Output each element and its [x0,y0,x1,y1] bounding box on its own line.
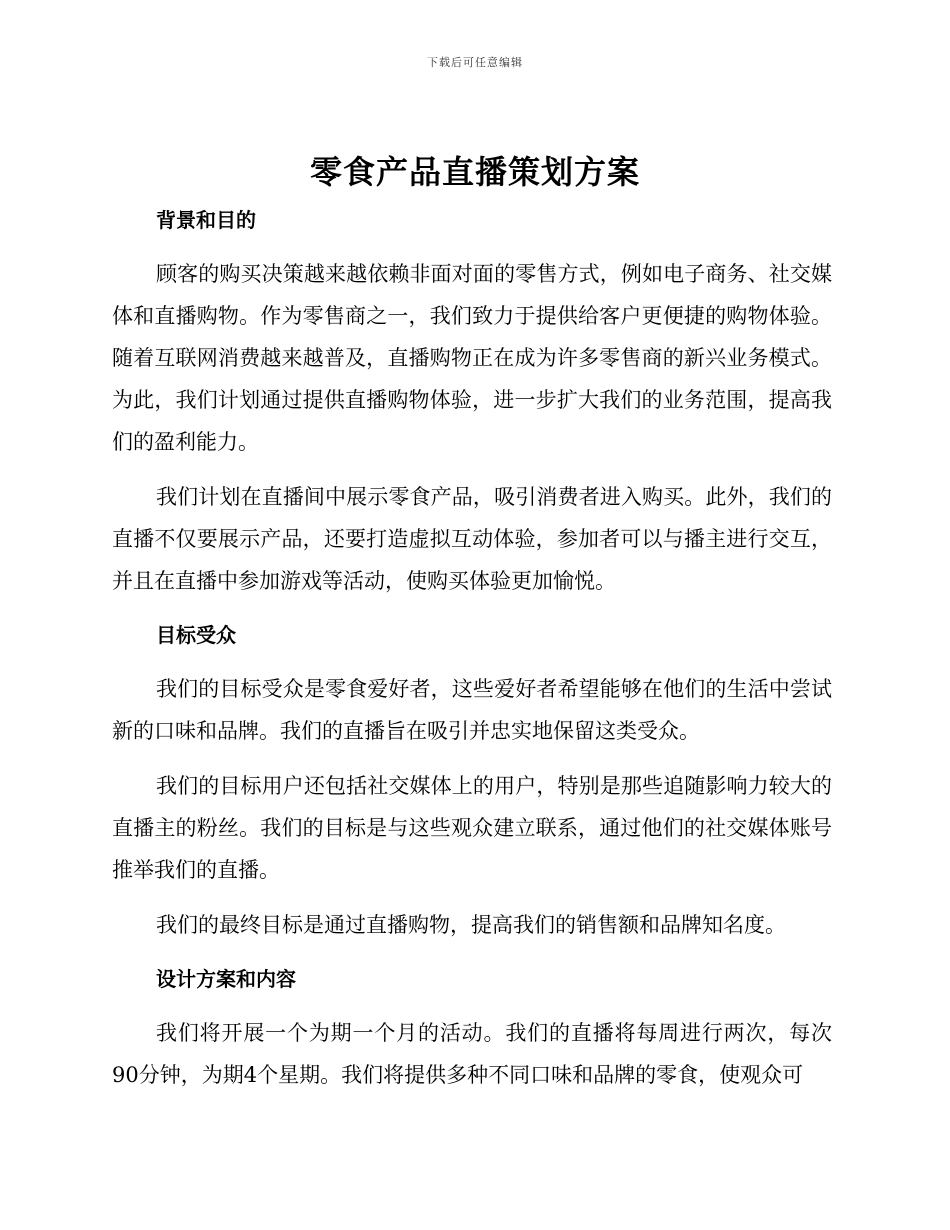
header-note: 下载后可任意编辑 [427,56,523,69]
paragraph: 我们的目标受众是零食爱好者，这些爱好者希望能够在他们的生活中尝试新的口味和品牌。我们的直播旨在吸引并忠实地保留这类受众。 [112,677,832,743]
paragraph: 顾客的购买决策越来越依赖非面对面的零售方式，例如电子商务、社交媒体和直播购物。作为零售商之一，我们致力于提供给客户更便捷的购物体验。随着互联网消费越来越普及，直播购物正在成为许多零售商的新兴业务模式。为此，我们计划通过提供直播购物体验，进一步扩大我们的业务范围，提高我们的盈利能力。 [112,262,832,454]
section-heading-design-plan: 设计方案和内容 [156,967,296,991]
paragraph: 我们将开展一个为期一个月的活动。我们的直播将每周进行两次，每次90分钟，为期4个星期。我们将提供多种不同口味和品牌的零食，使观众可 [112,1021,832,1087]
document-title: 零食产品直播策划方案 [309,153,640,191]
section-heading-target-audience: 目标受众 [156,623,236,647]
paragraph: 我们计划在直播间中展示零食产品，吸引消费者进入购买。此外，我们的直播不仅要展示产品，还要打造虚拟互动体验，参加者可以与播主进行交互，并且在直播中参加游戏等活动，使购买体验更加愉悦。 [112,485,832,593]
document-body [112,200,832,1109]
paragraph: 我们的目标用户还包括社交媒体上的用户，特别是那些追随影响力较大的直播主的粉丝。我们的目标是与这些观众建立联系，通过他们的社交媒体账号推举我们的直播。 [112,774,832,882]
paragraph: 我们的最终目标是通过直播购物，提高我们的销售额和品牌知名度。 [156,913,786,937]
section-heading-background: 背景和目的 [156,208,256,232]
